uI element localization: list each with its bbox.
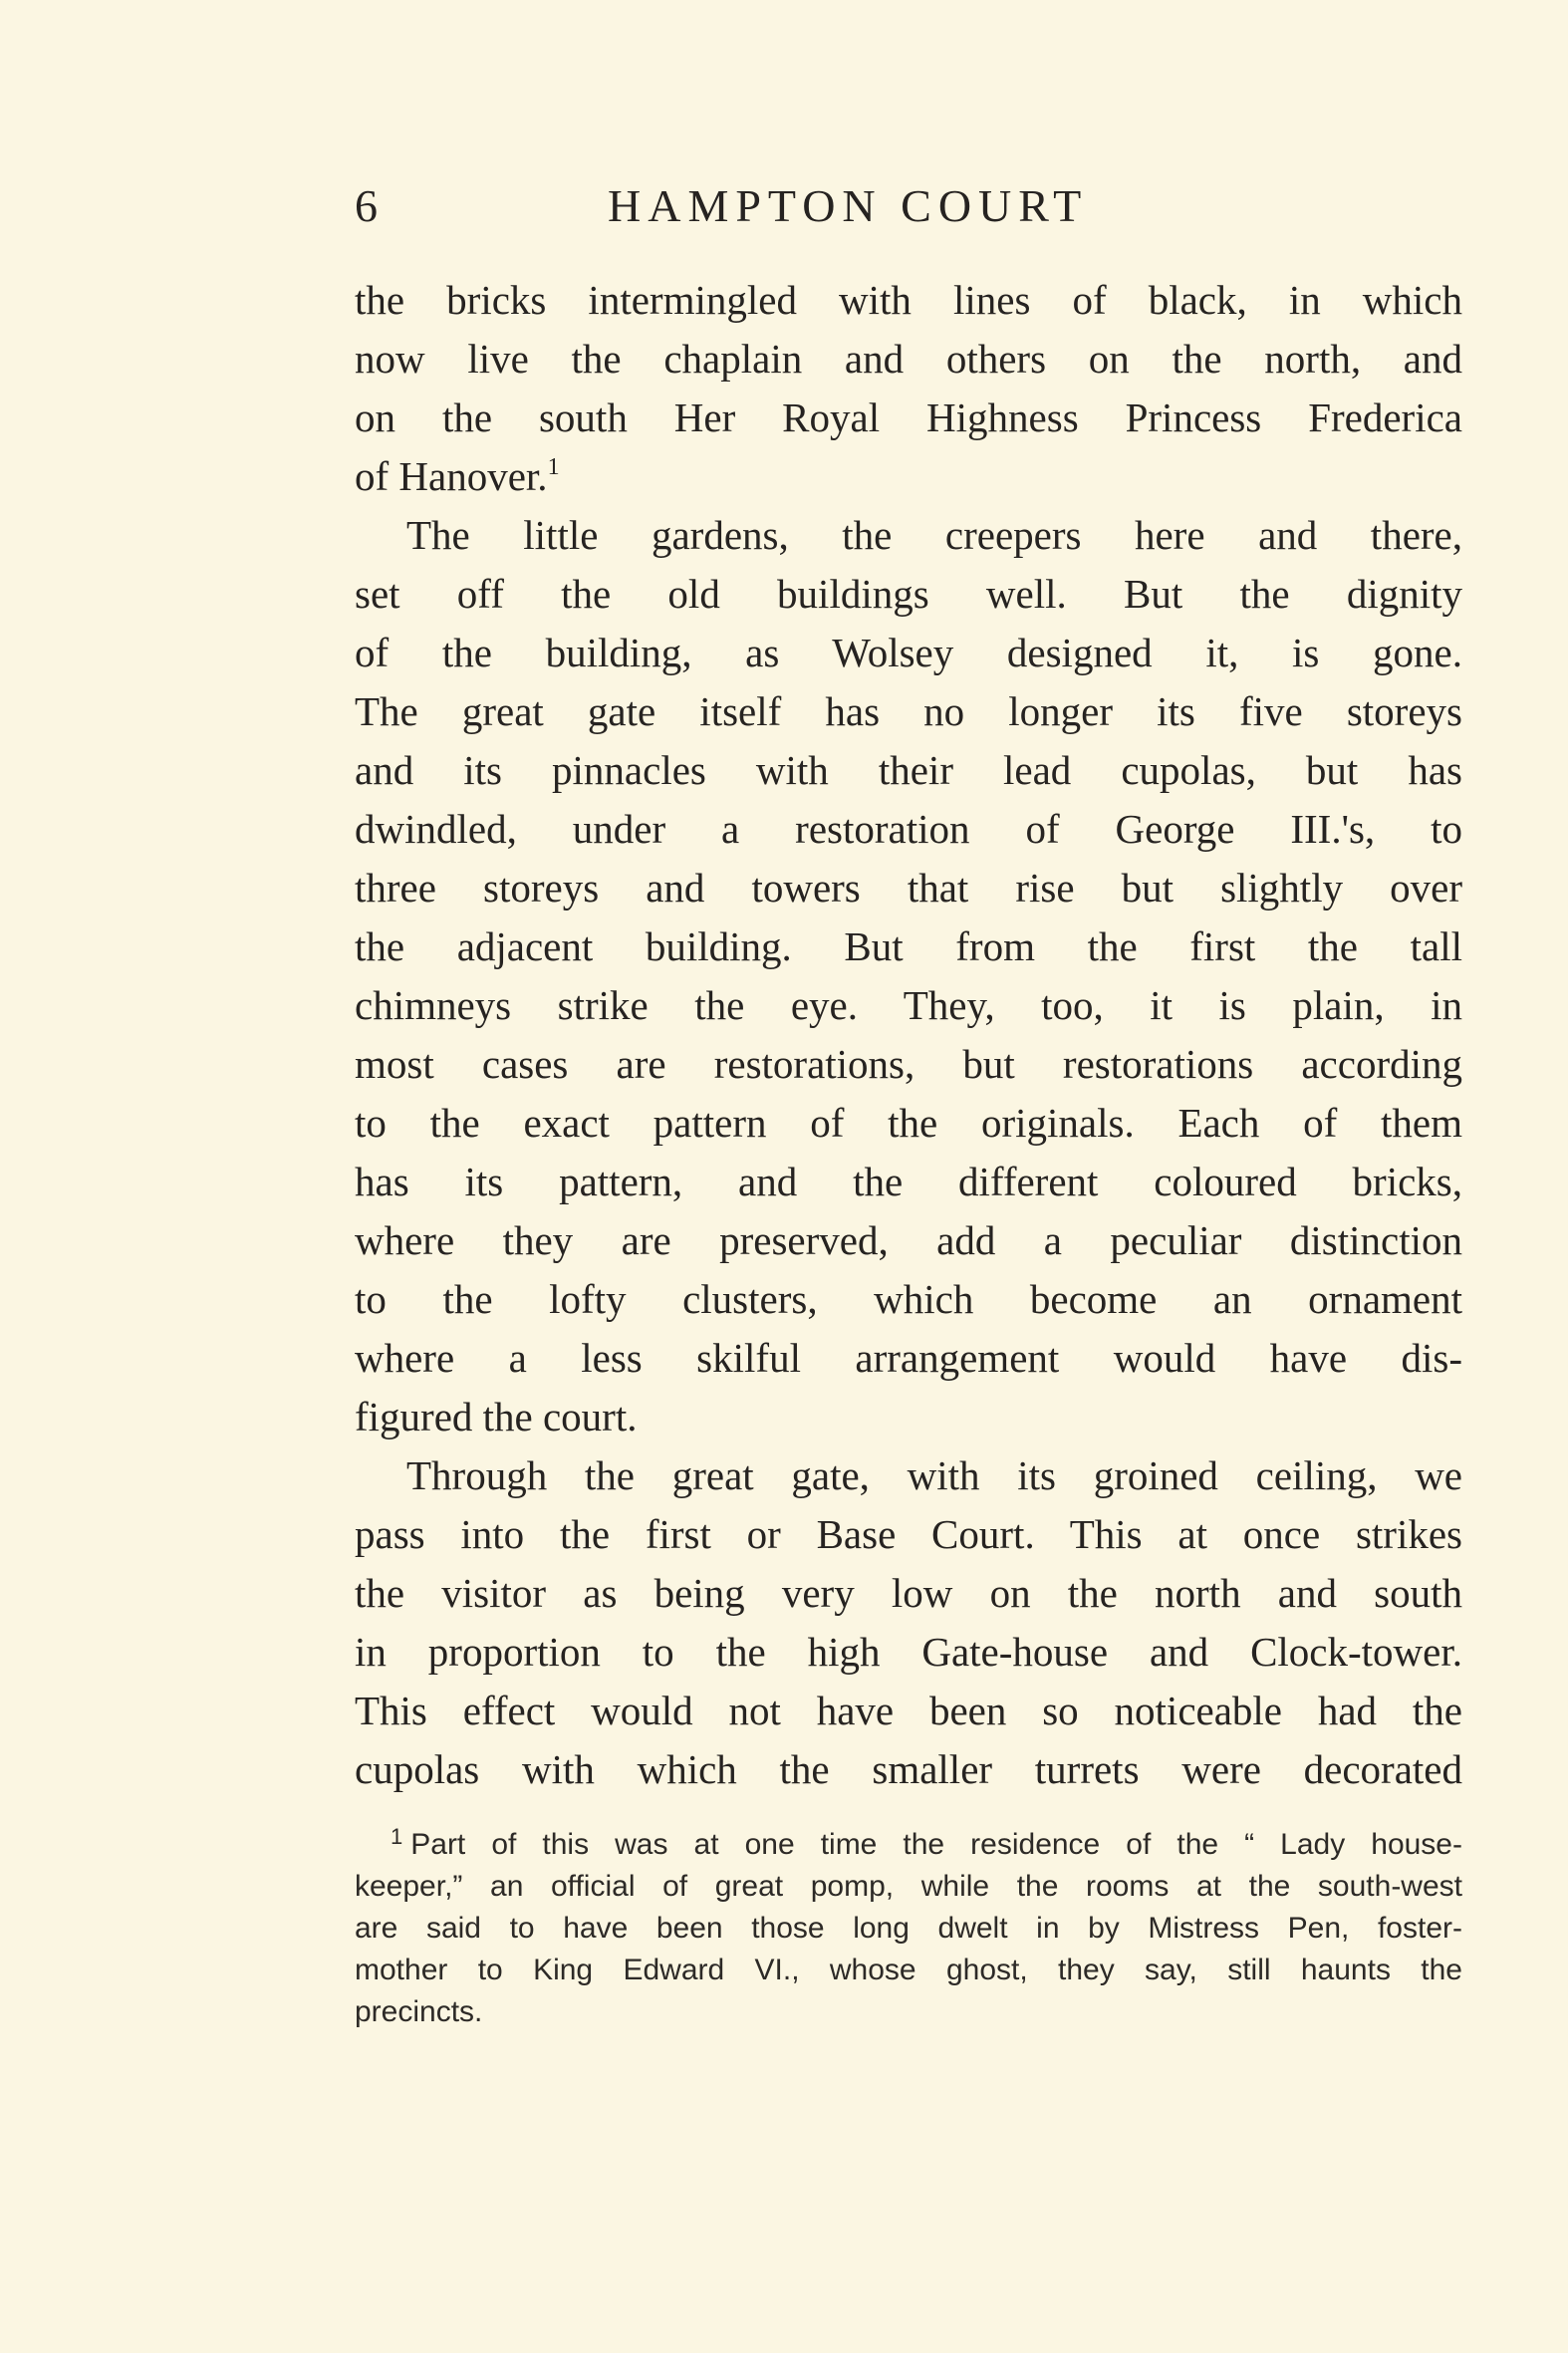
- text-line: This effect would not have been so noticeable had the: [355, 1688, 1462, 1733]
- text-line: chimneys strike the eye. They, too, it is plain, in: [355, 982, 1462, 1028]
- text-line: figured the court.: [355, 1394, 638, 1439]
- footnote-line: are said to have been those long dwelt in by Mistress Pen, foster-: [355, 1912, 1462, 1945]
- body-text: [355, 271, 1462, 1799]
- text-line: the adjacent building. But from the first the tall: [355, 923, 1462, 969]
- text-line: to the exact pattern of the originals. Each of them: [355, 1100, 1462, 1146]
- text-line: on the south Her Royal Highness Princess Frederica: [355, 394, 1462, 440]
- text-line: the visitor as being very low on the north and south: [355, 1570, 1462, 1616]
- text-line: has its pattern, and the different coloured bricks,: [355, 1159, 1462, 1204]
- text-line: in proportion to the high Gate-house and Clock-tower.: [355, 1629, 1462, 1675]
- text-line-content: of Hanover.: [355, 453, 548, 499]
- text-line: now live the chaplain and others on the north, and: [355, 336, 1462, 382]
- running-title: HAMPTON COURT: [608, 180, 1089, 231]
- footnote-line: keeper,” an official of great pomp, while the rooms at the south-west: [355, 1870, 1462, 1903]
- text-line: three storeys and towers that rise but slightly over: [355, 865, 1462, 911]
- text-line: and its pinnacles with their lead cupolas, but has: [355, 747, 1462, 793]
- footnote-reference: 1: [547, 454, 560, 480]
- footnote: [355, 1824, 1462, 2033]
- text-line: the bricks intermingled with lines of black, in which: [355, 277, 1462, 323]
- text-line: Through the great gate, with its groined ceiling, we: [406, 1452, 1462, 1498]
- text-line: The little gardens, the creepers here and there,: [406, 512, 1462, 558]
- text-line: set off the old buildings well. But the dignity: [355, 571, 1462, 617]
- text-line: dwindled, under a restoration of George III.'s, to: [355, 806, 1462, 852]
- footnote-line-content: Part of this was at one time the residence of the “ Lady house-: [410, 1828, 1462, 1861]
- text-line: [355, 447, 1462, 506]
- footnote-line: mother to King Edward VI., whose ghost, they say, still haunts the: [355, 1954, 1462, 1986]
- text-line: most cases are restorations, but restorations according: [355, 1041, 1462, 1087]
- footnote-line: precincts.: [355, 1995, 483, 2028]
- text-line: where they are preserved, add a peculiar distinction: [355, 1217, 1462, 1263]
- footnote-marker: 1: [391, 1824, 403, 1849]
- text-line: The great gate itself has no longer its five storeys: [355, 688, 1462, 734]
- text-line: where a less skilful arrangement would have dis-: [355, 1335, 1462, 1381]
- text-line: to the lofty clusters, which become an ornament: [355, 1276, 1462, 1322]
- footnote-line: [355, 1824, 1462, 1866]
- text-line: cupolas with which the smaller turrets were decorated: [355, 1746, 1462, 1792]
- text-line: of the building, as Wolsey designed it, is gone.: [355, 630, 1462, 675]
- page-number: 6: [355, 180, 378, 231]
- running-head: [355, 171, 1462, 241]
- text-line: pass into the first or Base Court. This at once strikes: [355, 1511, 1462, 1557]
